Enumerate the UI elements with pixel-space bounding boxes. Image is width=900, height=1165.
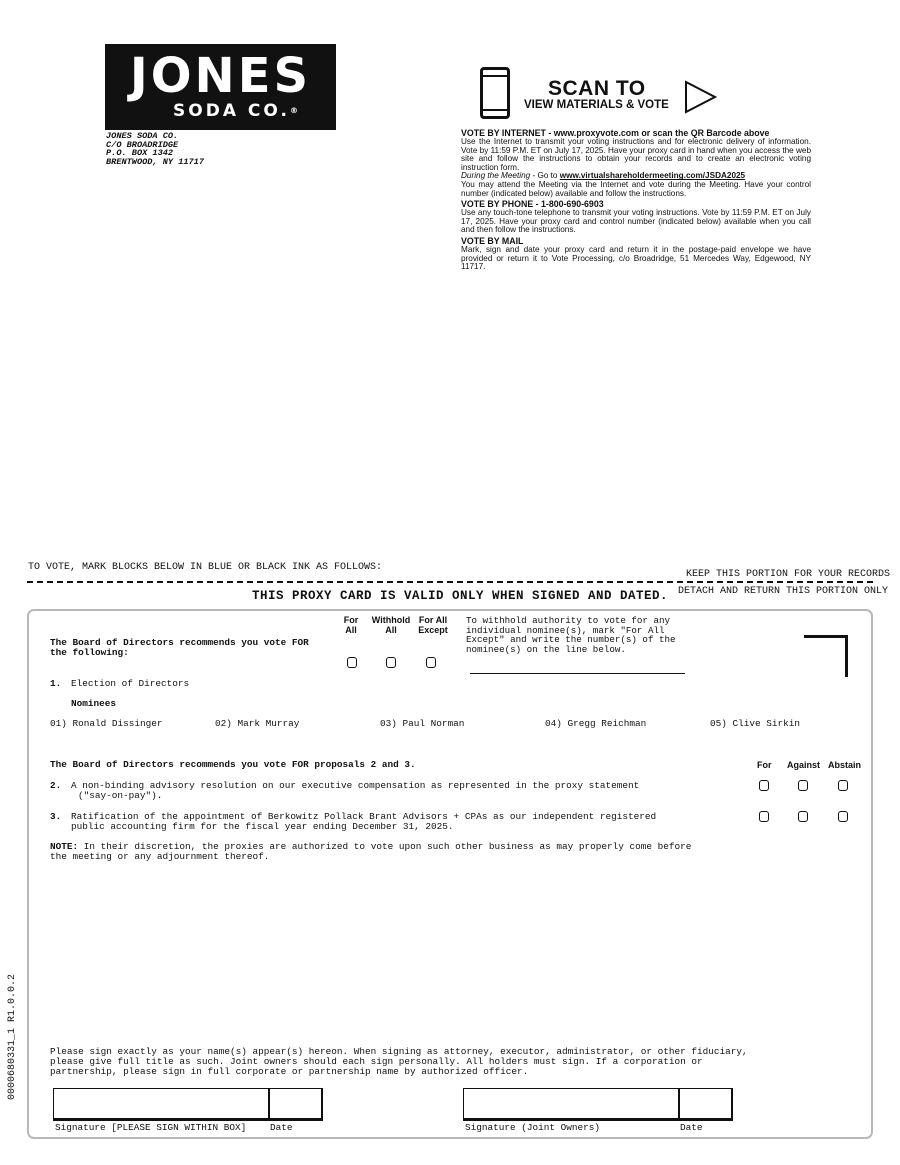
col-header-text: Except [418, 624, 448, 635]
item-3-text: Ratification of the appointment of Berkowitz Pollack Brant Advisors + CPAs as our independent registered [71, 811, 657, 822]
signature-label: Signature [PLEASE SIGN WITHIN BOX] [55, 1122, 247, 1133]
corner-mark [804, 635, 848, 677]
logo-wordmark: JONES [129, 48, 312, 104]
logo-subtitle [135, 102, 336, 120]
address-line: P.O. BOX 1342 [106, 148, 174, 159]
item-3-text-cont: public accounting firm for the fiscal year ending December 31, 2025. [71, 821, 454, 832]
internet-heading: VOTE BY INTERNET - www.proxyvote.com or scan the QR Barcode above [461, 128, 770, 138]
mail-text: Mark, sign and date your proxy card and return it in the postage-paid envelope we have provided or return it to Vote Processing, c/o Broadridge, 51 Mercedes Way, Edgewood, NY 11717. [461, 244, 811, 272]
address-line: JONES SODA CO. [106, 131, 179, 141]
detach-portion-label: DETACH AND RETURN THIS PORTION ONLY [678, 586, 889, 597]
note-label: NOTE: [50, 841, 79, 852]
withhold-instructions-line: individual nominee(s), mark "For All [466, 624, 665, 636]
note-text-cont: the meeting or any adjournment thereof. [50, 851, 270, 862]
registered-mark: ® [289, 106, 298, 115]
internet-text: Use the Internet to transmit your voting instructions and for electronic delivery of information. Vote by 11:59 P.M. ET on July 17, 2025. Have your proxy card in hand when you access the web site and follow the instructions to obtain your records and to create an electronic voting instruction form. [461, 137, 811, 172]
meeting-goto: - Go to [530, 171, 560, 181]
nominee-02: 02) Mark Murray [215, 718, 300, 729]
for-all-except-checkbox[interactable] [426, 657, 436, 668]
return-address [106, 132, 204, 166]
signature-box[interactable] [53, 1088, 270, 1121]
joint-date-box[interactable] [679, 1088, 733, 1121]
address-line: C/O BROADRIDGE [106, 139, 179, 150]
signing-instructions-2: please give full title as such. Joint owners should each sign personally. All holders must sign. If a corporation or [50, 1056, 703, 1067]
mail-heading: VOTE BY MAIL [461, 235, 524, 246]
logo-subtitle-text: SODA CO. [173, 101, 290, 121]
jones-soda-logo [105, 44, 336, 130]
nominee-03: 03) Paul Norman [380, 718, 465, 729]
date-box[interactable] [269, 1088, 323, 1121]
item-2-text-cont: ("say-on-pay"). [78, 790, 163, 801]
col-header-for: For [757, 760, 772, 770]
joint-signature-box[interactable] [463, 1088, 680, 1121]
col-header-text: Withhold [371, 615, 411, 625]
col-header-text: For [343, 615, 359, 625]
mark-instructions: TO VOTE, MARK BLOCKS BELOW IN BLUE OR BLACK INK AS FOLLOWS: [28, 562, 383, 573]
signing-instructions-3: partnership, please sign in full corporate or partnership name by authorized officer. [50, 1066, 529, 1077]
date-label: Date [270, 1122, 293, 1133]
col-header-against: Against [787, 760, 821, 770]
nominee-exception-line[interactable] [470, 673, 685, 674]
withhold-instructions-line: Except" and write the number(s) of the [466, 634, 676, 645]
col-header-withhold-all [369, 616, 413, 635]
nominee-01: 01) Ronald Dissinger [50, 718, 163, 729]
item-3-abstain-checkbox[interactable] [838, 811, 848, 822]
board-recommendation-2: The Board of Directors recommends you vote FOR proposals 2 and 3. [50, 759, 416, 770]
item-1-label: Election of Directors [71, 678, 190, 689]
phone-heading: VOTE BY PHONE - 1-800-690-6903 [461, 199, 604, 210]
withhold-instructions-line: To withhold authority to vote for any [466, 615, 670, 626]
item-2-against-checkbox[interactable] [798, 780, 808, 791]
valid-notice: THIS PROXY CARD IS VALID ONLY WHEN SIGNED AND DATED. [252, 589, 669, 603]
meeting-url-link[interactable]: www.virtualshareholdermeeting.com/JSDA2025 [559, 171, 746, 181]
address-line: BRENTWOOD, NY 11717 [106, 156, 204, 167]
scan-subtitle: VIEW MATERIALS & VOTE [524, 99, 669, 111]
meeting-prefix: During the Meeting [461, 171, 531, 181]
col-header-for-all-except [416, 616, 450, 635]
phone-text: Use any touch-tone telephone to transmit your voting instructions. Vote by 11:59 P.M. ET on July 17, 2025. Have your proxy card and control number (indicated below) available when you call and then follow the instructions. [461, 208, 811, 235]
for-all-checkbox[interactable] [347, 657, 357, 668]
scan-title: SCAN TO [548, 77, 646, 100]
phone-icon [480, 67, 510, 119]
item-2-for-checkbox[interactable] [759, 780, 769, 791]
nominee-04: 04) Gregg Reichman [545, 718, 647, 729]
item-1-number: 1. [50, 678, 62, 689]
item-3-for-checkbox[interactable] [759, 811, 769, 822]
nominees-label: Nominees [71, 698, 117, 709]
item-2-text: A non-binding advisory resolution on our executive compensation as represented in the proxy statement [71, 780, 640, 791]
col-header-text: All [385, 624, 397, 635]
side-code: 0000680331_1 R1.0.0.2 [7, 973, 18, 1100]
note-text: In their discretion, the proxies are authorized to vote upon such other business as may properly come before [78, 841, 692, 852]
board-recommendation-1-cont: the following: [50, 647, 129, 658]
detach-dashed-line [27, 581, 873, 583]
item-2-abstain-checkbox[interactable] [838, 780, 848, 791]
triangle-arrow-icon [684, 80, 718, 114]
col-header-for-all [340, 616, 362, 635]
keep-portion-label: KEEP THIS PORTION FOR YOUR RECORDS [686, 569, 891, 580]
withhold-all-checkbox[interactable] [386, 657, 396, 668]
voting-instructions [461, 127, 811, 272]
joint-signature-label: Signature (Joint Owners) [465, 1122, 601, 1133]
col-header-text: All [345, 624, 357, 635]
board-recommendation-1: The Board of Directors recommends you vote FOR [50, 637, 309, 648]
item-3-against-checkbox[interactable] [798, 811, 808, 822]
meeting-text: You may attend the Meeting via the Internet and vote during the Meeting. Have your control number (indicated below) available and follow the instructions. [461, 179, 811, 198]
withhold-instructions-line: nominee(s) on the line below. [466, 643, 626, 655]
joint-date-label: Date [680, 1122, 703, 1133]
item-2-number: 2. [50, 780, 62, 791]
item-3-number: 3. [50, 811, 62, 822]
nominee-05: 05) Clive Sirkin [710, 718, 801, 729]
withhold-instructions [466, 616, 676, 654]
col-header-abstain: Abstain [828, 760, 862, 770]
signing-instructions-1: Please sign exactly as your name(s) appear(s) hereon. When signing as attorney, executor, administrator, or other fiduciary, [50, 1046, 748, 1057]
col-header-text: For All [418, 615, 448, 625]
